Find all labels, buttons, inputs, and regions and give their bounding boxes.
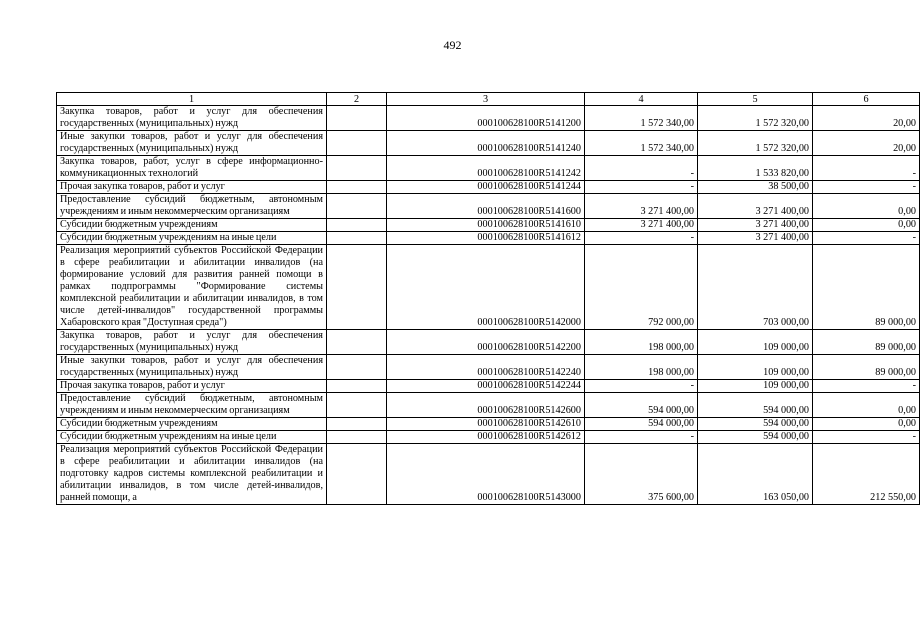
table-row bbox=[57, 194, 920, 219]
row-value-col4: - bbox=[585, 156, 698, 181]
row-col2 bbox=[327, 156, 387, 181]
budget-table bbox=[56, 92, 920, 505]
column-header: 5 bbox=[698, 93, 813, 106]
row-code: 000100628100R5141610 bbox=[387, 219, 585, 232]
row-value-col4: 1 572 340,00 bbox=[585, 131, 698, 156]
row-code: 000100628100R5141244 bbox=[387, 181, 585, 194]
row-code: 000100628100R5142000 bbox=[387, 245, 585, 330]
row-value-col4: 1 572 340,00 bbox=[585, 106, 698, 131]
row-code: 000100628100R5142600 bbox=[387, 393, 585, 418]
row-name: Закупка товаров, работ и услуг для обеспечения государственных (муниципальных) нужд bbox=[57, 106, 327, 131]
table-row bbox=[57, 355, 920, 380]
column-header: 6 bbox=[813, 93, 920, 106]
row-value-col5: 1 572 320,00 bbox=[698, 106, 813, 131]
row-code: 000100628100R5143000 bbox=[387, 444, 585, 505]
row-value-col6: 0,00 bbox=[813, 393, 920, 418]
row-value-col5: 594 000,00 bbox=[698, 431, 813, 444]
row-value-col6: 0,00 bbox=[813, 418, 920, 431]
table-row bbox=[57, 181, 920, 194]
row-name: Субсидии бюджетным учреждениям на иные цели bbox=[57, 431, 327, 444]
row-col2 bbox=[327, 181, 387, 194]
row-code: 000100628100R5141600 bbox=[387, 194, 585, 219]
row-value-col5: 594 000,00 bbox=[698, 393, 813, 418]
row-value-col4: 198 000,00 bbox=[585, 355, 698, 380]
row-col2 bbox=[327, 380, 387, 393]
row-value-col4: 3 271 400,00 bbox=[585, 219, 698, 232]
row-value-col6: - bbox=[813, 181, 920, 194]
table-row bbox=[57, 219, 920, 232]
row-value-col6: - bbox=[813, 156, 920, 181]
row-value-col5: 3 271 400,00 bbox=[698, 219, 813, 232]
row-value-col5: 1 533 820,00 bbox=[698, 156, 813, 181]
table-row bbox=[57, 393, 920, 418]
row-value-col6: 89 000,00 bbox=[813, 245, 920, 330]
row-col2 bbox=[327, 418, 387, 431]
row-value-col6: 0,00 bbox=[813, 194, 920, 219]
row-value-col4: - bbox=[585, 431, 698, 444]
row-value-col6: 89 000,00 bbox=[813, 355, 920, 380]
row-code: 000100628100R5141612 bbox=[387, 232, 585, 245]
page-number: 492 bbox=[443, 38, 462, 52]
row-name: Иные закупки товаров, работ и услуг для обеспечения государственных (муниципальных) нужд bbox=[57, 131, 327, 156]
row-value-col5: 3 271 400,00 bbox=[698, 194, 813, 219]
row-value-col6: - bbox=[813, 431, 920, 444]
row-code: 000100628100R5141240 bbox=[387, 131, 585, 156]
row-col2 bbox=[327, 355, 387, 380]
table-row bbox=[57, 418, 920, 431]
row-value-col4: - bbox=[585, 181, 698, 194]
row-col2 bbox=[327, 393, 387, 418]
row-code: 000100628100R5142244 bbox=[387, 380, 585, 393]
row-value-col5: 109 000,00 bbox=[698, 380, 813, 393]
table-row bbox=[57, 156, 920, 181]
row-col2 bbox=[327, 106, 387, 131]
row-name: Субсидии бюджетным учреждениям на иные цели bbox=[57, 232, 327, 245]
table-row bbox=[57, 245, 920, 330]
row-col2 bbox=[327, 245, 387, 330]
row-code: 000100628100R5141242 bbox=[387, 156, 585, 181]
row-name: Реализация мероприятий субъектов Российской Федерации в сфере реабилитации и абилитации инвалидов (на формирование условий для развития ранней помощи в рамках подпрограммы "Формирование системы комплексной реабилитации и абилитации инвалидов, в том числе детей-инвалидов" государственной программы Хабаровского края "Доступная среда") bbox=[57, 245, 327, 330]
row-value-col4: 594 000,00 bbox=[585, 393, 698, 418]
row-code: 000100628100R5141200 bbox=[387, 106, 585, 131]
row-value-col5: 109 000,00 bbox=[698, 330, 813, 355]
column-header: 3 bbox=[387, 93, 585, 106]
table-row bbox=[57, 232, 920, 245]
table-row bbox=[57, 106, 920, 131]
row-name: Предоставление субсидий бюджетным, автономным учреждениям и иным некоммерческим организациям bbox=[57, 393, 327, 418]
row-value-col6: - bbox=[813, 232, 920, 245]
column-header: 4 bbox=[585, 93, 698, 106]
row-name: Иные закупки товаров, работ и услуг для обеспечения государственных (муниципальных) нужд bbox=[57, 355, 327, 380]
row-name: Субсидии бюджетным учреждениям bbox=[57, 418, 327, 431]
row-value-col4: - bbox=[585, 232, 698, 245]
row-value-col4: 3 271 400,00 bbox=[585, 194, 698, 219]
row-col2 bbox=[327, 330, 387, 355]
column-header: 1 bbox=[57, 93, 327, 106]
row-name: Реализация мероприятий субъектов Российской Федерации в сфере реабилитации и абилитации инвалидов (на подготовку кадров системы комплексной реабилитации и абилитации инвалидов, в том числе детей-инвалидов, ранней помощи, а bbox=[57, 444, 327, 505]
row-name: Предоставление субсидий бюджетным, автономным учреждениям и иным некоммерческим организациям bbox=[57, 194, 327, 219]
row-value-col4: 792 000,00 bbox=[585, 245, 698, 330]
row-value-col4: - bbox=[585, 380, 698, 393]
row-value-col5: 594 000,00 bbox=[698, 418, 813, 431]
row-value-col6: 89 000,00 bbox=[813, 330, 920, 355]
row-value-col5: 38 500,00 bbox=[698, 181, 813, 194]
row-value-col6: 20,00 bbox=[813, 131, 920, 156]
row-col2 bbox=[327, 232, 387, 245]
row-value-col4: 594 000,00 bbox=[585, 418, 698, 431]
row-value-col6: 212 550,00 bbox=[813, 444, 920, 505]
row-name: Прочая закупка товаров, работ и услуг bbox=[57, 380, 327, 393]
row-name: Закупка товаров, работ, услуг в сфере информационно-коммуникационных технологий bbox=[57, 156, 327, 181]
row-code: 000100628100R5142612 bbox=[387, 431, 585, 444]
row-value-col5: 3 271 400,00 bbox=[698, 232, 813, 245]
table-row bbox=[57, 444, 920, 505]
row-col2 bbox=[327, 219, 387, 232]
row-value-col4: 198 000,00 bbox=[585, 330, 698, 355]
table-row bbox=[57, 431, 920, 444]
row-value-col5: 163 050,00 bbox=[698, 444, 813, 505]
row-value-col6: 0,00 bbox=[813, 219, 920, 232]
table-row bbox=[57, 330, 920, 355]
row-value-col5: 703 000,00 bbox=[698, 245, 813, 330]
row-value-col6: 20,00 bbox=[813, 106, 920, 131]
header-row bbox=[57, 93, 920, 106]
column-header: 2 bbox=[327, 93, 387, 106]
row-col2 bbox=[327, 431, 387, 444]
row-name: Прочая закупка товаров, работ и услуг bbox=[57, 181, 327, 194]
table-row bbox=[57, 380, 920, 393]
row-name: Субсидии бюджетным учреждениям bbox=[57, 219, 327, 232]
row-value-col5: 1 572 320,00 bbox=[698, 131, 813, 156]
row-code: 000100628100R5142200 bbox=[387, 330, 585, 355]
row-col2 bbox=[327, 194, 387, 219]
row-col2 bbox=[327, 444, 387, 505]
table-row bbox=[57, 131, 920, 156]
row-code: 000100628100R5142610 bbox=[387, 418, 585, 431]
row-value-col6: - bbox=[813, 380, 920, 393]
row-name: Закупка товаров, работ и услуг для обеспечения государственных (муниципальных) нужд bbox=[57, 330, 327, 355]
row-col2 bbox=[327, 131, 387, 156]
row-code: 000100628100R5142240 bbox=[387, 355, 585, 380]
row-value-col5: 109 000,00 bbox=[698, 355, 813, 380]
row-value-col4: 375 600,00 bbox=[585, 444, 698, 505]
